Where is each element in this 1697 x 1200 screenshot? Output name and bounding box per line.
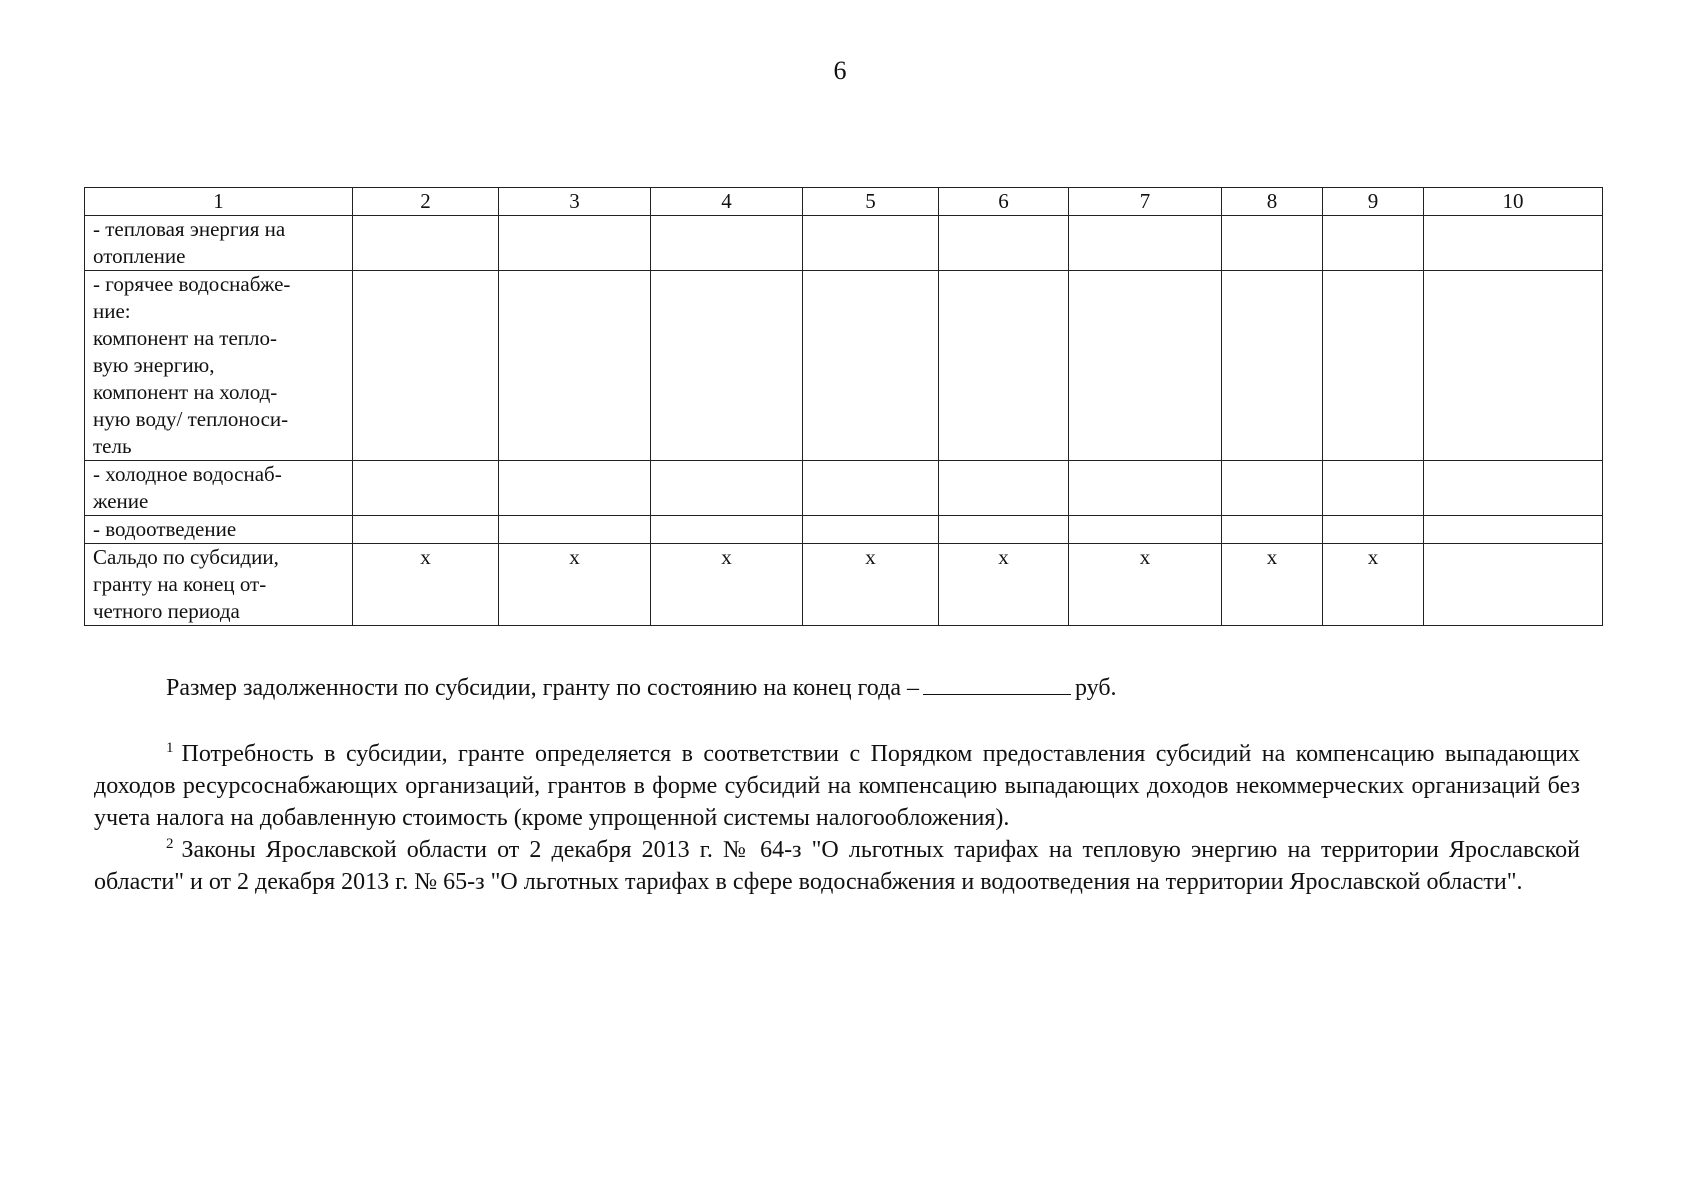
table-cell [803, 216, 939, 271]
column-header: 4 [651, 188, 803, 216]
column-header: 1 [85, 188, 353, 216]
row-label-line: ние: [93, 299, 131, 323]
table-cell [1323, 516, 1424, 544]
table-cell [939, 271, 1069, 461]
table-cell [1069, 516, 1222, 544]
table-cell: х [1222, 544, 1323, 626]
debt-text: Размер задолженности по субсидии, гранту по состоянию на конец года – [166, 675, 919, 701]
footnote-mark: 1 [166, 740, 174, 756]
row-label-line: тель [93, 434, 132, 458]
report-table [84, 187, 1603, 626]
row-label-line: гранту на конец от- [93, 572, 267, 596]
table-cell [651, 216, 803, 271]
footnote-text: Законы Ярославской области от 2 декабря 2013 г. № 64-з "О льготных тарифах на тепловую энергию на территории Ярославской области" и от 2 декабря 2013 г. № 65-з "О льготных тарифах в сфере водоснабжения и водоотведения на территории Ярославской области". [94, 837, 1580, 895]
table-cell: х [651, 544, 803, 626]
table-cell [1069, 461, 1222, 516]
table-cell [939, 216, 1069, 271]
footnote-2 [94, 834, 1580, 898]
table-cell: х [803, 544, 939, 626]
table-cell [499, 516, 651, 544]
table-cell: х [499, 544, 651, 626]
table-cell [803, 461, 939, 516]
footnotes [94, 738, 1580, 898]
row-label [85, 516, 353, 544]
footnote-1 [94, 738, 1580, 834]
table-row [85, 271, 1603, 461]
column-header: 10 [1424, 188, 1603, 216]
row-label-line: - водоотведение [93, 517, 237, 541]
table-row [85, 516, 1603, 544]
table-cell [353, 516, 499, 544]
table-cell [1222, 461, 1323, 516]
table-cell [1222, 271, 1323, 461]
table-cell: х [939, 544, 1069, 626]
column-header: 5 [803, 188, 939, 216]
table-cell [651, 516, 803, 544]
table-cell [651, 461, 803, 516]
row-label-line: компонент на холод- [93, 380, 278, 404]
table-cell [1222, 516, 1323, 544]
table-row [85, 216, 1603, 271]
table-cell [1424, 544, 1603, 626]
table-cell [803, 516, 939, 544]
row-label-line: отопление [93, 244, 186, 268]
column-header: 2 [353, 188, 499, 216]
footnote-text: Потребность в субсидии, гранте определяется в соответствии с Порядком предоставления субсидий на компенсацию выпадающих доходов ресурсоснабжающих организаций, грантов в форме субсидий на компенсацию выпадающих доходов некоммерческих организаций без учета налога на добавленную стоимость (кроме упрощенной системы налогообложения). [94, 741, 1580, 831]
table-cell [1424, 461, 1603, 516]
row-label [85, 216, 353, 271]
row-label-line: - холодное водоснаб- [93, 462, 282, 486]
table-cell [939, 516, 1069, 544]
table-cell [1323, 216, 1424, 271]
table-cell [1323, 271, 1424, 461]
table-cell [499, 271, 651, 461]
row-label-line: Сальдо по субсидии, [93, 545, 279, 569]
table-cell [1069, 271, 1222, 461]
table-cell: х [1069, 544, 1222, 626]
table-row [85, 461, 1603, 516]
table-cell [1222, 216, 1323, 271]
table-cell [1424, 271, 1603, 461]
table-cell [1069, 216, 1222, 271]
row-label-line: жение [93, 489, 149, 513]
table-row [85, 544, 1603, 626]
row-label-line: ную воду/ теплоноси- [93, 407, 289, 431]
debt-amount-blank [923, 674, 1071, 695]
row-label-line: компонент на тепло- [93, 326, 278, 350]
table-cell [939, 461, 1069, 516]
table-cell [353, 461, 499, 516]
table-cell [651, 271, 803, 461]
debt-unit: руб. [1074, 675, 1117, 701]
table-cell [499, 461, 651, 516]
table-cell [1424, 216, 1603, 271]
table-cell [1323, 461, 1424, 516]
table-cell [353, 216, 499, 271]
row-label-line: четного периода [93, 599, 240, 623]
table-header-row [85, 188, 1603, 216]
row-label-line: вую энергию, [93, 353, 215, 377]
row-label [85, 461, 353, 516]
column-header: 6 [939, 188, 1069, 216]
row-label-line: - тепловая энергия на [93, 217, 286, 241]
page-number: 6 [833, 56, 847, 85]
row-label-line: - горячее водоснабже- [93, 272, 291, 296]
footnote-mark: 2 [166, 836, 174, 852]
table-cell [499, 216, 651, 271]
row-label [85, 544, 353, 626]
table-cell: х [353, 544, 499, 626]
table-cell [353, 271, 499, 461]
column-header: 8 [1222, 188, 1323, 216]
debt-line [166, 672, 1117, 704]
column-header: 7 [1069, 188, 1222, 216]
column-header: 9 [1323, 188, 1424, 216]
row-label [85, 271, 353, 461]
table-cell [803, 271, 939, 461]
column-header: 3 [499, 188, 651, 216]
table-cell: х [1323, 544, 1424, 626]
table-cell [1424, 516, 1603, 544]
